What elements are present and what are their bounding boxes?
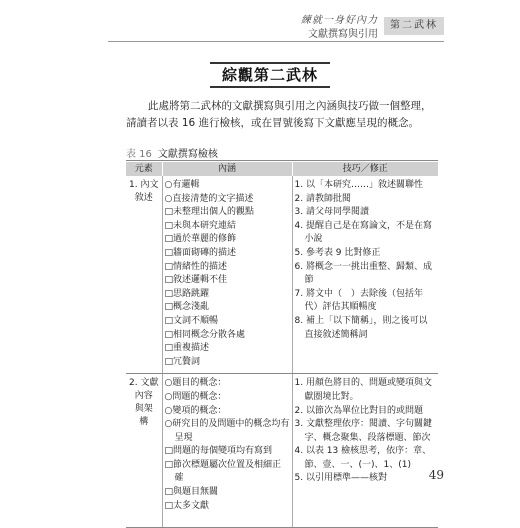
element-cell — [126, 374, 162, 528]
checklist-item: ○變項的概念： — [164, 405, 227, 416]
element-line: 2. 文獻 — [129, 378, 159, 389]
checklist-item: □情緒性的描述 — [164, 261, 228, 272]
checklist-item: ○有邏輯 — [164, 180, 200, 190]
section-title-box — [210, 62, 330, 88]
checklist-item: □相同概念分散各處 — [164, 329, 246, 340]
table-top-rule — [126, 160, 438, 161]
checklist-item: □太多文獻 — [164, 500, 210, 511]
section-tab: 第二武林 — [384, 17, 444, 35]
checklist-item: ○直接清楚的文字描述 — [164, 193, 254, 204]
tip-item: 7. 將文中（ ）去除後（包括年代）評估其順暢度 — [294, 288, 423, 313]
checklist-item: ○問題的概念： — [164, 391, 227, 402]
tip-item: 5. 參考表 9 比對修正 — [294, 247, 381, 258]
checklist-item: □牆面砌磚的描述 — [164, 247, 237, 258]
checklist-item: □敘述邏輯不佳 — [164, 275, 228, 286]
tips-cell — [292, 176, 438, 374]
page-number: 49 — [428, 468, 444, 482]
title-bottom-rule — [210, 86, 330, 88]
header-content: 內涵 — [162, 162, 292, 176]
checklist-item: □重複描述 — [164, 343, 210, 354]
chapter-subtitle: 文獻撰寫與引用 — [308, 29, 378, 40]
tip-item: 8. 補上「以下簡稱」，則之後可以直接敘述簡稱詞 — [294, 315, 428, 340]
table-caption-title: 文獻撰寫檢核 — [157, 149, 218, 160]
checklist-item: ○題目的概念： — [164, 378, 227, 389]
tips-cell — [292, 374, 438, 528]
element-line: 構 — [139, 417, 149, 428]
tip-item: 3. 文獻整理依序：閱讀、字句關鍵字、概念聚集、段落標題、節次 — [294, 419, 432, 443]
header-tips: 技巧／修正 — [292, 162, 438, 176]
content-cell — [162, 176, 292, 374]
series-title: 練就一身好內力 — [301, 15, 378, 26]
tip-item: 5. 以引用標準——核對 — [294, 473, 387, 484]
section-title: 綜觀第二武林 — [221, 66, 318, 84]
element-line: 1. 內文 — [129, 180, 159, 190]
element-line: 敘述 — [134, 193, 153, 203]
title-top-rule — [210, 62, 330, 64]
checklist-item: □未與本研究連結 — [164, 220, 237, 231]
element-cell — [126, 176, 162, 374]
checklist-item: □思路跳躍 — [164, 288, 210, 299]
checklist-item: □文詞不順暢 — [164, 315, 219, 326]
tip-item: 2. 請教師批閱 — [294, 193, 351, 204]
table-row — [126, 176, 438, 374]
intro-paragraph: 此處將第二武林的文獻撰寫與引用之內涵與技巧做一個整理，請讀者以表 16 進行檢核，或在冒號後寫下文獻應呈現的概念。 — [126, 100, 432, 129]
checklist-item: □過於華麗的修飾 — [164, 234, 237, 245]
checklist-item: ○研究目的及問題中的概念均有呈現 — [164, 419, 290, 443]
tip-item: 1. 以「本研究……」敘述關聯性 — [294, 180, 423, 190]
element-line: 內容 — [134, 391, 153, 402]
tip-item: 3. 請父母同學閱讀 — [294, 207, 369, 218]
tip-item: 1. 用顏色將目的、問題或變項與文獻圈境比對。 — [294, 378, 432, 402]
tip-item: 4. 提醒自己是在寫論文，不是在寫小說 — [294, 220, 432, 245]
tip-item: 4. 以表 13 檢核思考，依序：章、節、壹、一、(一)、1、(1) — [294, 446, 432, 470]
header-element: 元素 — [126, 162, 162, 176]
tip-item: 2. 以節次為單位比對目的或問題 — [294, 405, 423, 416]
running-header — [300, 14, 378, 41]
table-header-row — [126, 162, 438, 176]
checklist-item: □問題的每個變項均有寫到 — [164, 446, 273, 457]
table-caption-number: 表 16 — [126, 149, 152, 160]
table-row — [126, 374, 438, 528]
checklist-item: □節次標題屬次位置及相細正確 — [164, 459, 282, 484]
header-rule — [108, 41, 444, 42]
checklist-item: □冗贅詞 — [164, 356, 201, 367]
checklist-item: □概念淺亂 — [164, 302, 210, 313]
tip-item: 6. 將概念一一挑出重整、歸類、成節 — [294, 261, 432, 286]
checklist-item: □未整理出個人的觀點 — [164, 207, 255, 218]
checklist-item: □與題目無關 — [164, 487, 219, 498]
content-cell — [162, 374, 292, 528]
element-line: 與架 — [134, 404, 153, 415]
